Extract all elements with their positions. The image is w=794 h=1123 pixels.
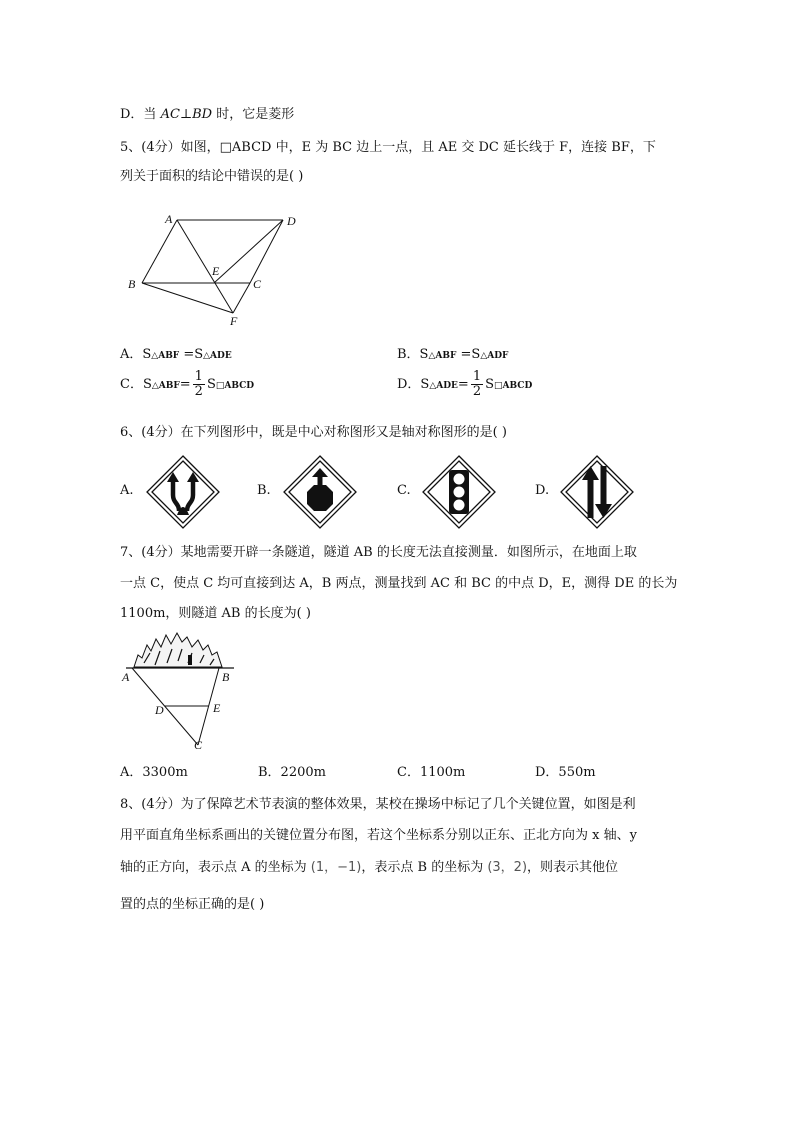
q7-stem-line-2: 一点 C，使点 C 均可直接到达 A，B 两点，测量找到 AC 和 BC 的中点 D，E，测得 DE 的长为 (120, 576, 678, 591)
label-b: B (128, 277, 136, 291)
q5-parallelogram-figure (120, 205, 320, 335)
label-e: E (212, 264, 220, 278)
label-c: C (253, 277, 262, 291)
option-text: D．当 (120, 107, 161, 122)
q6-stem: 6、(4分）在下列图形中，既是中心对称图形又是轴对称图形的是( ) (120, 425, 507, 440)
label-c: C (194, 738, 203, 752)
q6-option-a-label[interactable]: A. (120, 483, 134, 498)
q7-stem-line-3: 1100m，则隧道 AB 的长度为( ) (120, 606, 311, 621)
math-expression: AC⊥BD (160, 107, 213, 122)
q5-stem-line-2: 列关于面积的结论中错误的是( ) (120, 169, 304, 184)
label-d: D (287, 214, 296, 228)
q7-stem-line-1: 7、(4分）某地需要开辟一条隧道，隧道 AB 的长度无法直接测量．如图所示，在地面上取 (120, 545, 637, 560)
q8-stem-line-4: 置的点的坐标正确的是( ) (120, 897, 265, 912)
q6-option-c-label[interactable]: C. (397, 483, 411, 498)
label-a: A (165, 212, 173, 226)
q7-option-d[interactable]: D．550m (535, 765, 596, 780)
fraction: $\frac{1}{2}$ (472, 369, 482, 399)
q8-stem-line-2: 用平面直角坐标系画出的关键位置分布图，若这个坐标系分别以正东、正北方向为 x 轴、y (120, 828, 637, 843)
q5-option-d[interactable]: D．S△ADE= $\frac{1}{2}$ S□ABCD (397, 369, 533, 399)
q5-stem-line-1: 5、(4分）如图，□ABCD 中，E 为 BC 边上一点，且 AE 交 DC 延长线于 F，连接 BF，下 (120, 140, 656, 155)
fraction: $\frac{1}{2}$ (194, 369, 203, 399)
label-f: F (230, 314, 238, 328)
q7-option-c[interactable]: C．1100m (397, 765, 466, 780)
label-d: D (155, 703, 164, 717)
label-e: E (213, 701, 221, 715)
label-b: B (222, 670, 230, 684)
option-text: 时，它是菱形 (212, 107, 295, 122)
q7-tunnel-figure (120, 625, 240, 755)
coordinate-b: (3，2) (487, 860, 528, 875)
q8-stem-line-3: 轴的正方向，表示点 A 的坐标为 (1，−1)，表示点 B 的坐标为 (3，2)，则表示其他位 (120, 860, 619, 875)
q8-stem-line-1: 8、(4分）为了保障艺术节表演的整体效果，某校在操场中标记了几个关键位置，如图是利 (120, 797, 636, 812)
q6-option-d-label[interactable]: D. (535, 483, 550, 498)
coordinate-a: (1，−1) (310, 860, 362, 875)
q5-option-a[interactable]: A．S△ABF =S△ADE (120, 347, 232, 362)
two-way-traffic-sign-icon (560, 455, 634, 529)
label-a: A (122, 670, 130, 684)
q7-option-a[interactable]: A．3300m (120, 765, 188, 780)
traffic-signal-sign-icon (422, 455, 496, 529)
q5-option-c[interactable]: C．S△ABF= $\frac{1}{2}$ S□ABCD (120, 369, 255, 399)
q7-option-b[interactable]: B．2200m (258, 765, 326, 780)
q5-option-b[interactable]: B．S△ABF =S△ADF (397, 347, 509, 362)
q4-option-d (120, 103, 294, 122)
q6-option-b-label[interactable]: B. (257, 483, 271, 498)
stop-ahead-sign-icon (283, 455, 357, 529)
merge-lanes-sign-icon (146, 455, 220, 529)
